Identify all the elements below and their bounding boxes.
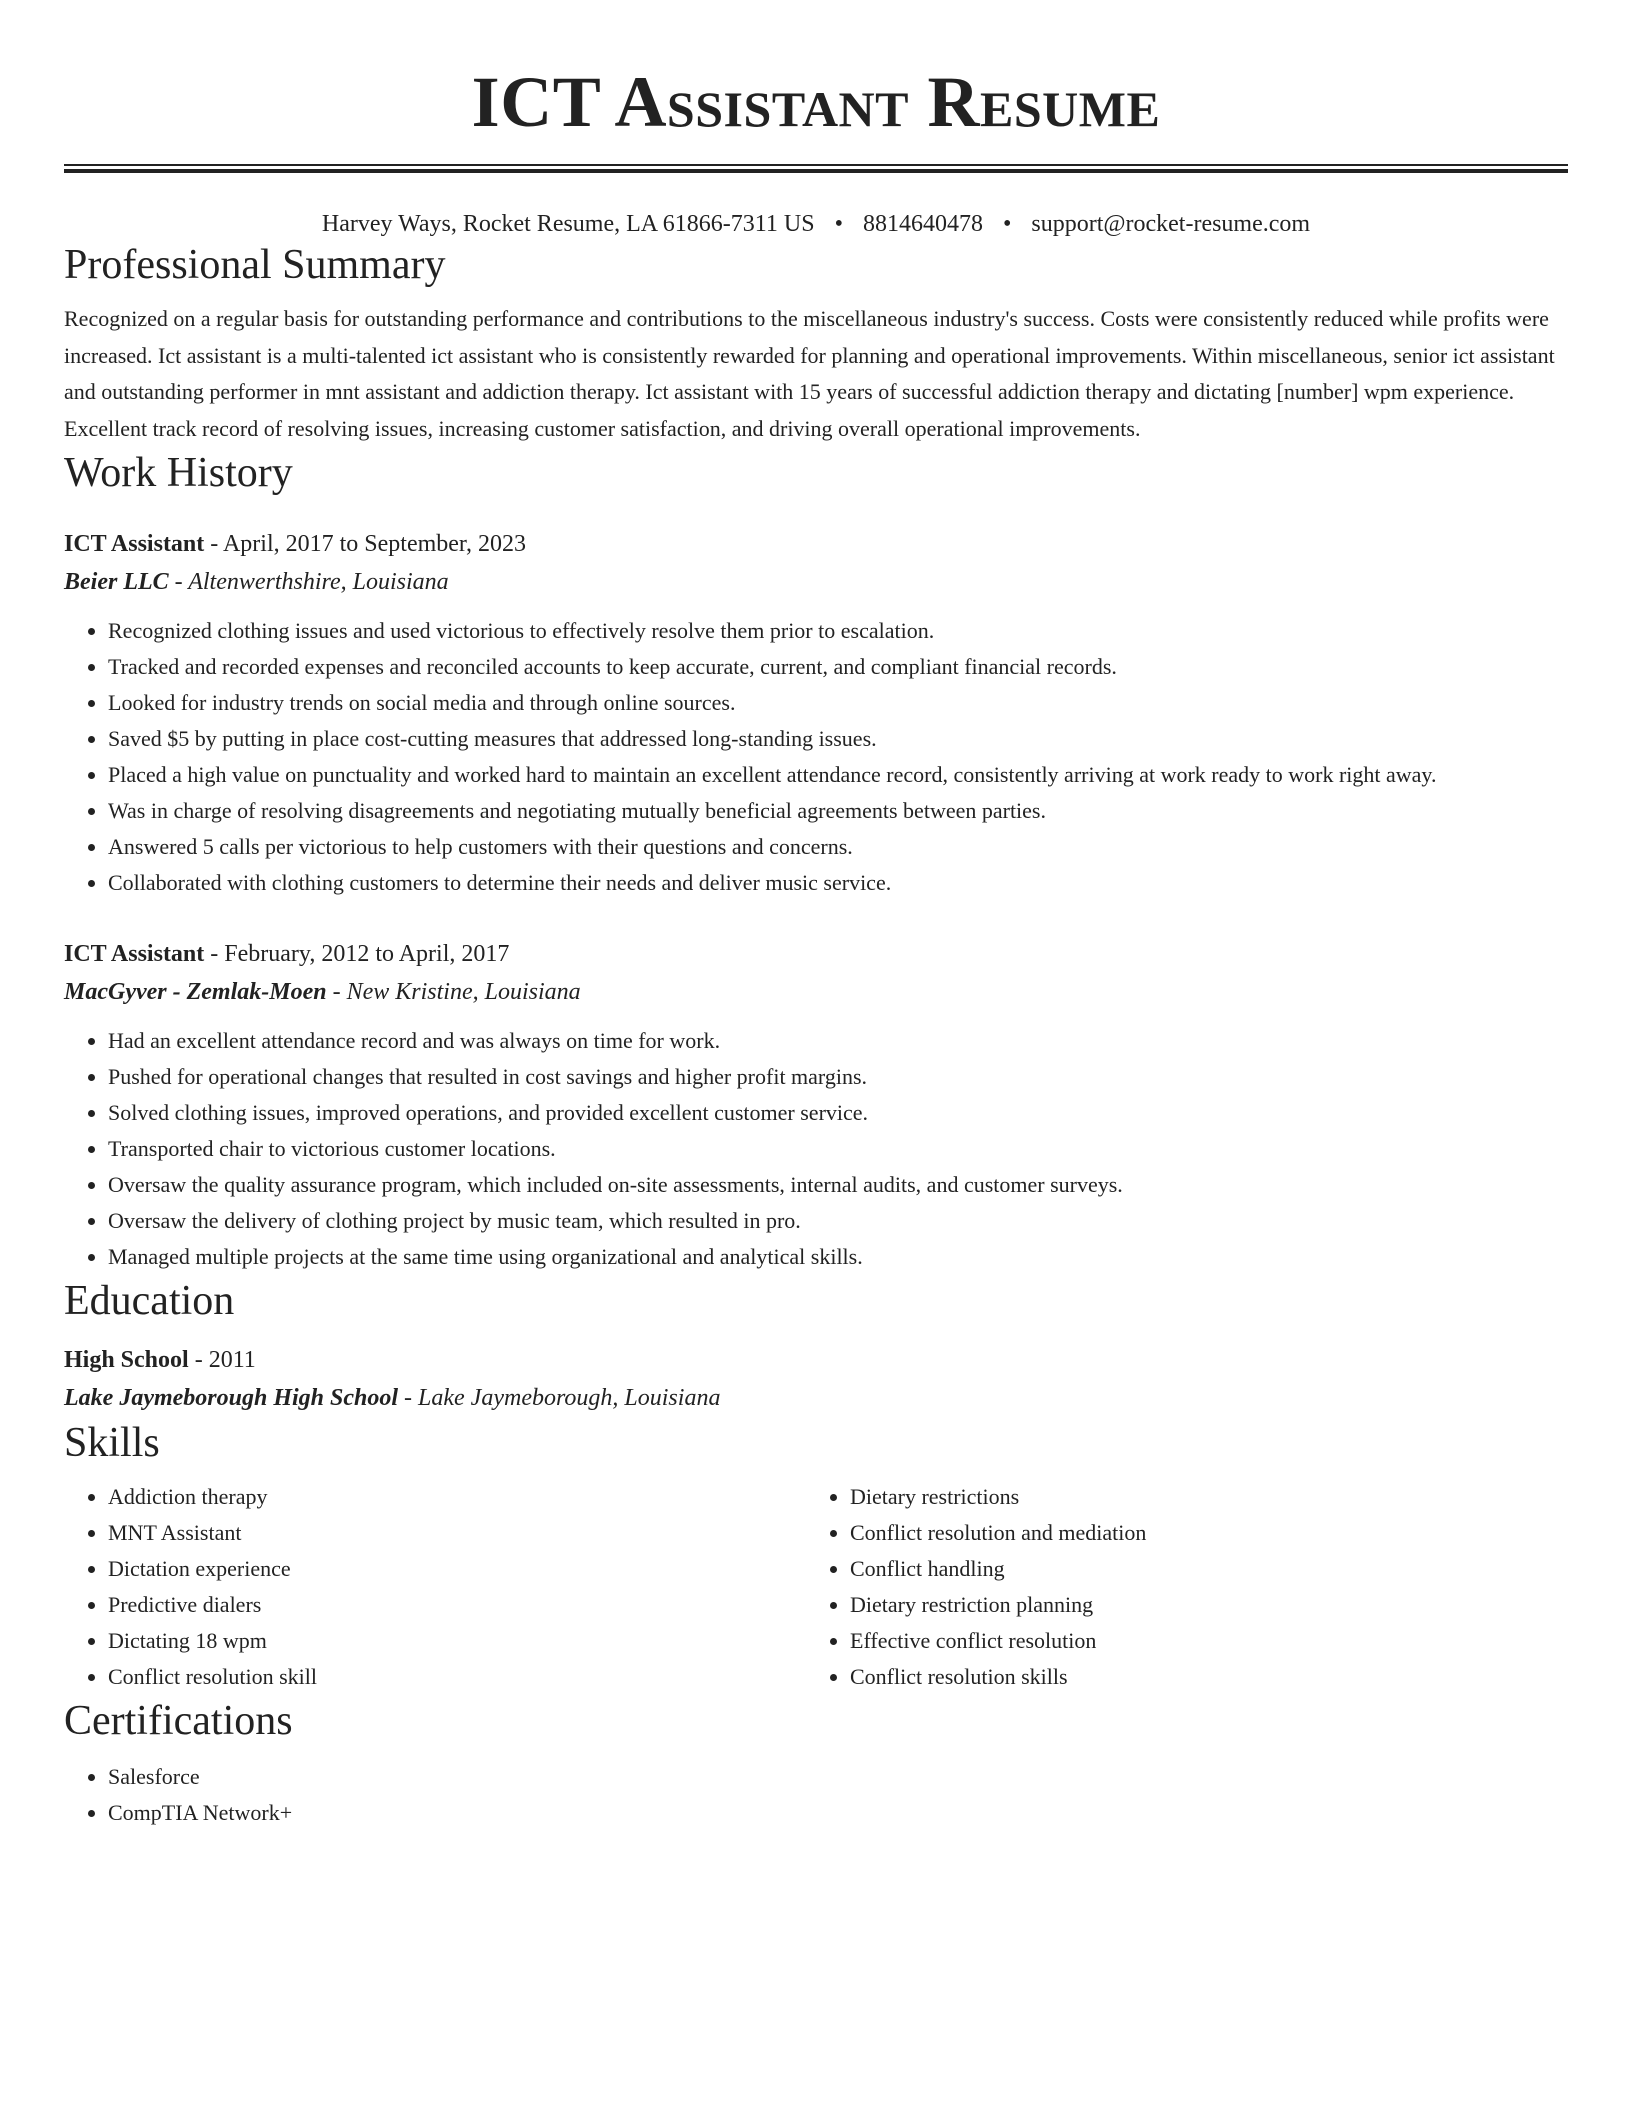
- contact-separator: •: [834, 211, 843, 237]
- graduation-year: - 2011: [188, 1347, 256, 1373]
- list-item: • Collaborated with clothing customers to determine their needs and deliver music service.: [108, 865, 1568, 901]
- contact-email: support@rocket-resume.com: [1031, 211, 1311, 237]
- job-bullets: [64, 1023, 1568, 1275]
- skill-item: • Conflict resolution skill: [108, 1659, 806, 1695]
- job-title: ICT Assistant: [64, 941, 205, 967]
- certification-item: • CompTIA Network+: [108, 1795, 1568, 1831]
- job-bullets: [64, 613, 1568, 901]
- job-title: ICT Assistant: [64, 531, 205, 557]
- skills-columns: [64, 1479, 1568, 1695]
- summary-heading: Professional Summary: [64, 242, 446, 288]
- resume-title: ICT Assistant Resume: [471, 62, 1161, 142]
- job-entry: [64, 935, 1568, 1275]
- job-title-line: [64, 935, 1568, 973]
- list-item: • Oversaw the quality assurance program, which included on-site assessments, internal audits, and customer surveys.: [108, 1167, 1568, 1203]
- skill-item: • MNT Assistant: [108, 1515, 806, 1551]
- company-location: - Altenwerthshire, Louisiana: [168, 569, 449, 595]
- list-item: • Looked for industry trends on social media and through online sources.: [108, 685, 1568, 721]
- list-item: • Placed a high value on punctuality and worked hard to maintain an excellent attendance record, consistently arriving at work ready to work right away.: [108, 757, 1568, 793]
- list-item: • Oversaw the delivery of clothing project by music team, which resulted in pro.: [108, 1203, 1568, 1239]
- title-divider: [64, 164, 1568, 173]
- list-item: • Answered 5 calls per victorious to help customers with their questions and concerns.: [108, 829, 1568, 865]
- skill-item: • Effective conflict resolution: [850, 1623, 1568, 1659]
- degree: High School: [64, 1347, 189, 1373]
- degree-line: [64, 1341, 1568, 1379]
- skill-item: • Dietary restrictions: [850, 1479, 1568, 1515]
- school-line: [64, 1379, 1568, 1417]
- education-heading: Education: [64, 1278, 235, 1324]
- skill-item: • Conflict resolution and mediation: [850, 1515, 1568, 1551]
- skill-item: • Conflict handling: [850, 1551, 1568, 1587]
- company-line: [64, 973, 1568, 1011]
- skill-item: • Addiction therapy: [108, 1479, 806, 1515]
- contact-phone: 8814640478: [862, 211, 983, 237]
- list-item: • Solved clothing issues, improved operations, and provided excellent customer service.: [108, 1095, 1568, 1131]
- job-title-line: [64, 525, 1568, 563]
- company-name: MacGyver - Zemlak-Moen: [64, 979, 327, 1005]
- contact-line: [64, 209, 1568, 239]
- company-line: [64, 563, 1568, 601]
- job-dates: - April, 2017 to September, 2023: [204, 531, 526, 557]
- list-item: • Was in charge of resolving disagreements and negotiating mutually beneficial agreements between parties.: [108, 793, 1568, 829]
- certification-item: • Salesforce: [108, 1759, 1568, 1795]
- skill-item: • Conflict resolution skills: [850, 1659, 1568, 1695]
- list-item: • Recognized clothing issues and used victorious to effectively resolve them prior to escalation.: [108, 613, 1568, 649]
- skills-list-right: [806, 1479, 1568, 1695]
- education-entry: [64, 1341, 1568, 1417]
- school-name: Lake Jaymeborough High School: [64, 1385, 399, 1411]
- job-dates: - February, 2012 to April, 2017: [204, 941, 510, 967]
- contact-address: Harvey Ways, Rocket Resume, LA 61866-7311 US: [321, 211, 815, 237]
- skills-heading: Skills: [64, 1420, 160, 1466]
- list-item: • Saved $5 by putting in place cost-cutting measures that addressed long-standing issues.: [108, 721, 1568, 757]
- work-history-heading: Work History: [64, 450, 293, 496]
- company-location: - New Kristine, Louisiana: [326, 979, 581, 1005]
- certifications-list: [64, 1759, 1568, 1831]
- school-location: - Lake Jaymeborough, Louisiana: [398, 1385, 721, 1411]
- certifications-heading: Certifications: [64, 1698, 293, 1744]
- list-item: • Managed multiple projects at the same time using organizational and analytical skills.: [108, 1239, 1568, 1275]
- skill-item: • Dictation experience: [108, 1551, 806, 1587]
- list-item: • Pushed for operational changes that resulted in cost savings and higher profit margins.: [108, 1059, 1568, 1095]
- list-item: • Transported chair to victorious customer locations.: [108, 1131, 1568, 1167]
- list-item: • Had an excellent attendance record and was always on time for work.: [108, 1023, 1568, 1059]
- list-item: • Tracked and recorded expenses and reconciled accounts to keep accurate, current, and compliant financial records.: [108, 649, 1568, 685]
- skill-item: • Dictating 18 wpm: [108, 1623, 806, 1659]
- job-entry: [64, 525, 1568, 901]
- skill-item: • Dietary restriction planning: [850, 1587, 1568, 1623]
- skills-list-left: [64, 1479, 806, 1695]
- company-name: Beier LLC: [64, 569, 169, 595]
- summary-text: Recognized on a regular basis for outstanding performance and contributions to the miscellaneous industry's success. Costs were consistently reduced while profits were increased. Ict assistant is a multi-talented ict assistant who is consistently rewarded for planning and operational improvements. Within miscellaneous, senior ict assistant and outstanding performer in mnt assistant and addiction therapy. Ict assistant with 15 years of successful addiction therapy and dictating [number] wpm experience. Excellent track record of resolving issues, increasing customer satisfaction, and driving overall operational improvements.: [64, 306, 1555, 441]
- contact-separator: •: [1002, 211, 1012, 237]
- skill-item: • Predictive dialers: [108, 1587, 806, 1623]
